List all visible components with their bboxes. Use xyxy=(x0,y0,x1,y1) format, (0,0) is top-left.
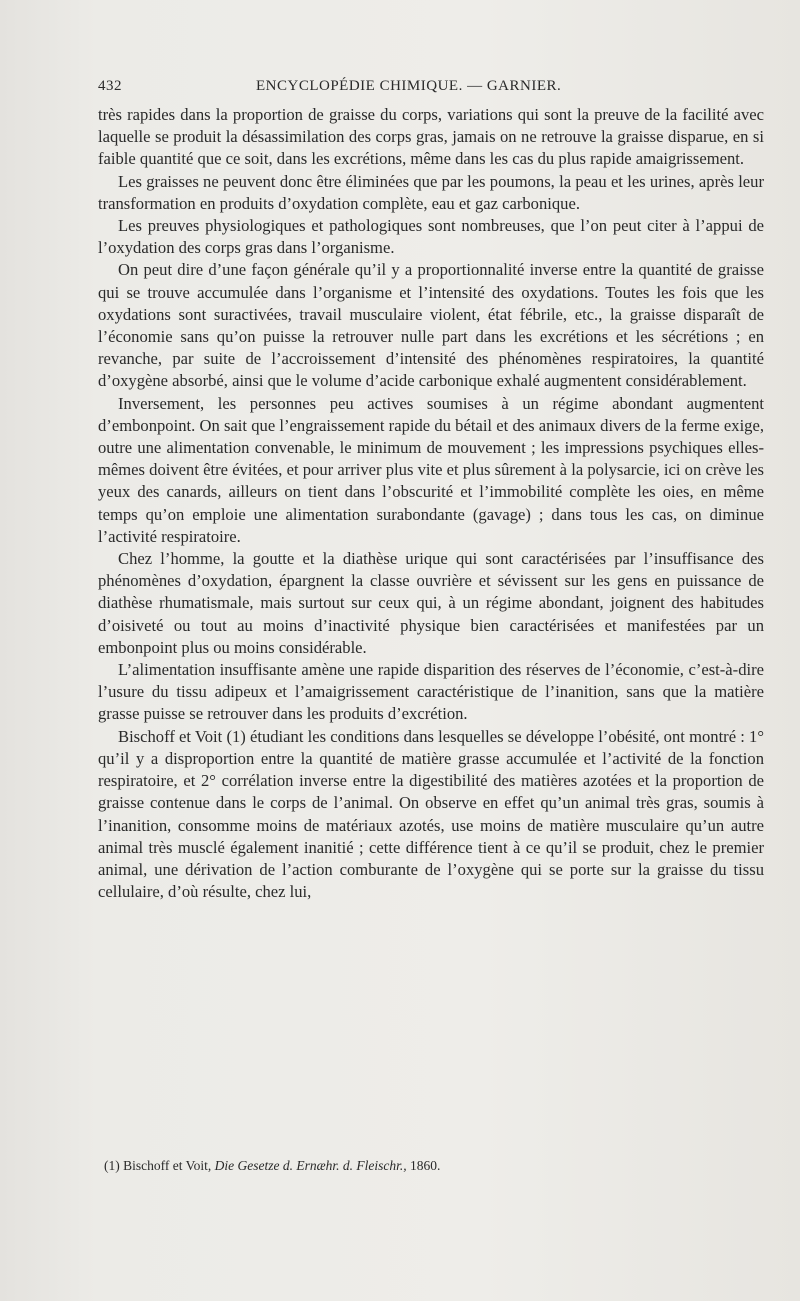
footnote-work-title: Die Gesetze d. Ernæhr. d. Fleischr., xyxy=(214,1158,407,1173)
paragraph: Les preuves physiologiques et pathologiques sont nombreuses, que l’on peut citer à l’appui de l’oxydation des corps gras dans l’organisme. xyxy=(98,216,764,258)
page-header xyxy=(98,78,758,100)
footnote-marker: (1) xyxy=(104,1158,120,1173)
paragraph: Bischoff et Voit (1) étudiant les conditions dans lesquelles se développe l’obésité, ont montré : 1° qu’il y a disproportion entre la quantité de matière grasse accumulée et l’activité de la fonction respiratoire, et 2° corrélation inverse entre la digestibilité des matières azotées et la proportion de graisse contenue dans le corps de l’animal. On observe en effet qu’un animal très gras, soumis à l’inanition, consomme moins de matériaux azotés, use moins de matière musculaire qu’un autre animal très musclé également inanitié ; cette différence tient à ce qu’il se produit, chez le premier animal, une dérivation de l’action comburante de l’oxygène qui se porte sur la graisse du tissu cellulaire, d’où résulte, chez lui, xyxy=(98,726,764,902)
paragraph: Chez l’homme, la goutte et la diathèse urique qui sont caractérisées par l’insuffisance des phénomènes d’oxydation, épargnent la classe ouvrière et sévissent sur les gens en puissance de diathèse rhumatismale, mais surtout sur ceux qui, à un régime abondant, joignent des habitudes d’oisiveté ou tout au moins d’inactivité physique bien caractérisées et manifestées par un embonpoint plus ou moins considérable. xyxy=(98,549,764,657)
paragraph: L’alimentation insuffisante amène une rapide disparition des réserves de l’économie, c’est-à-dire l’usure du tissu adipeux et l’amaigrissement caractéristique de l’inanition, sans que la matière grasse puisse se retrouver dans les produits d’excrétion. xyxy=(98,660,764,724)
footnote xyxy=(104,1157,744,1175)
paragraph: On peut dire d’une façon générale qu’il y a proportionnalité inverse entre la quantité de graisse qui se trouve accumulée dans l’organisme et l’intensité des oxydations. Toutes les fois que les oxydations sont suractivées, travail musculaire violent, état fébrile, etc., la graisse disparaît de l’économie sans qu’on puisse la retrouver nulle part dans les excrétions et les sécrétions ; en revanche, par suite de l’accroissement d’intensité des phénomènes respiratoires, la quantité d’oxygène absorbé, ainsi que le volume d’acide carbonique exhalé augmentent considérablement. xyxy=(98,260,764,391)
paragraph: très rapides dans la proportion de graisse du corps, variations qui sont la preuve de la facilité avec laquelle se produit la désassimilation des corps gras, jamais on ne retrouve la graisse disparue, en si faible quantité que ce soit, dans les excrétions, même dans les cas du plus rapide amaigrissement. xyxy=(98,105,764,169)
body-text xyxy=(98,104,764,903)
paragraph: Inversement, les personnes peu actives soumises à un régime abondant augmentent d’embonpoint. On sait que l’engraissement rapide du bétail et des animaux divers de la ferme exige, outre une alimentation convenable, le minimum de mouvement ; les impressions psychiques elles-mêmes doivent être évitées, et pour arriver plus vite et plus sûrement à la polysarcie, ici on crève les yeux des canards, ailleurs on tient dans l’obscurité et l’immobilité complète les oies, en même temps qu’on emploie une alimentation surabondante (gavage) ; dans tous les cas, on diminue l’activité respiratoire. xyxy=(98,393,764,546)
paragraph: Les graisses ne peuvent donc être éliminées que par les poumons, la peau et les urines, après leur transformation en produits d’oxydation complète, eau et gaz carbonique. xyxy=(98,171,764,213)
footnote-year: 1860. xyxy=(410,1158,441,1173)
running-head: ENCYCLOPÉDIE CHIMIQUE. — GARNIER. xyxy=(256,78,562,94)
footnote-authors: Bischoff et Voit, xyxy=(123,1158,212,1173)
page-number: 432 xyxy=(98,78,122,94)
